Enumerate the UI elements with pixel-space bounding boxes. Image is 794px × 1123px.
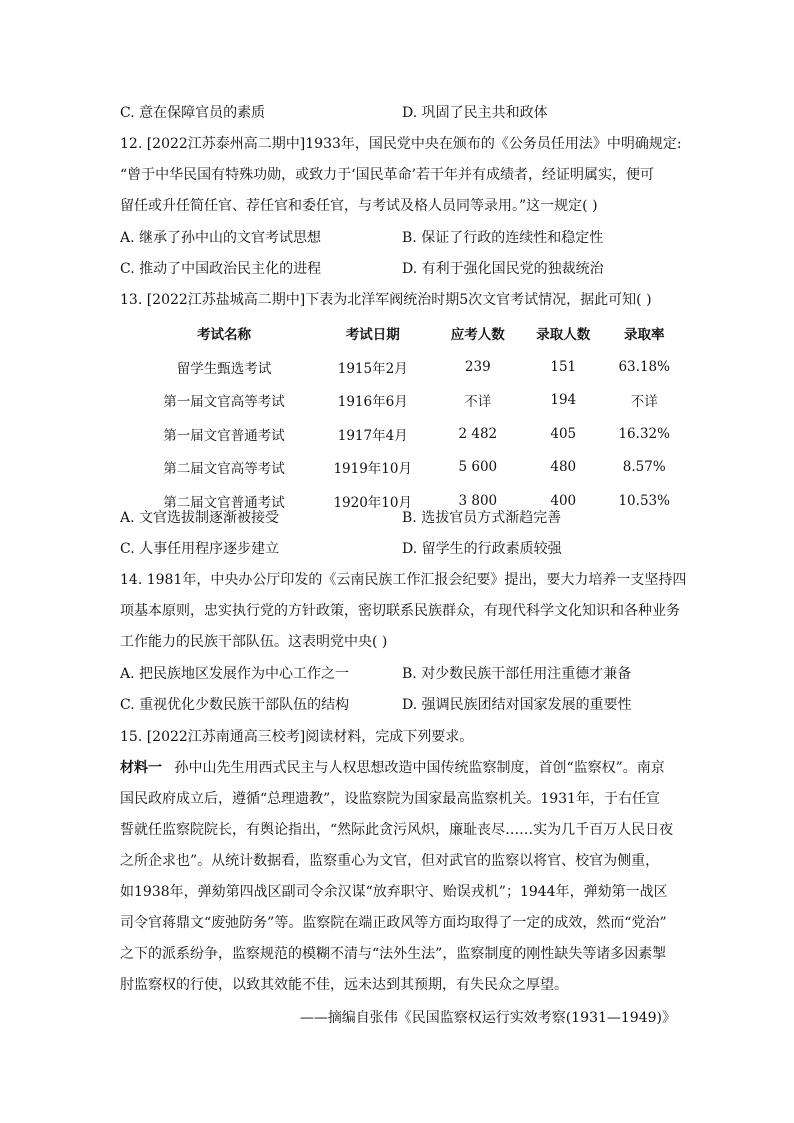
table-cell: 留学生甄选考试 xyxy=(176,360,272,377)
q13-options-row-2 xyxy=(120,538,680,560)
table-header-cell: 录取率 xyxy=(623,327,665,343)
q15-material-line-5: 如1938年，弹劾第四战区副司令余汉谋“放弃职守、贻误戎机”；1944年，弹劾第一战区 xyxy=(120,884,668,900)
table-cell: 第二届文官普通考试 xyxy=(163,494,285,511)
table-cell: 第二届文官高等考试 xyxy=(163,461,285,478)
table-cell: 第一届文官普通考试 xyxy=(163,427,285,444)
material-text: 孙中山先生用西式民主与人权思想改造中国传统监察制度，首创“监察权”。南京 xyxy=(174,760,665,776)
q15-material-line-6: 司令官蒋鼎文“废弛防务”等。监察院在端正政风等方面均取得了一定的成效，然而“党治” xyxy=(120,915,667,931)
table-cell: 3 800 xyxy=(458,492,498,509)
q15-material-line-8: 肘监察权的行使，以致其效能不佳，远未达到其预期，有失民众之厚望。 xyxy=(120,977,568,993)
q14-option-b[interactable]: B. 对少数民族干部任用注重德才兼备 xyxy=(402,666,632,682)
table-row xyxy=(140,417,680,451)
exam-statistics-table xyxy=(140,316,680,518)
q15-material-line-2: 国民政府成立后，遵循“总理遗教”，设监察院为国家最高监察机关。1931年，于右任宣 xyxy=(120,791,660,807)
q14-stem-line-3: 工作能力的民族干部队伍。这表明党中央( ) xyxy=(120,634,388,650)
material-label: 材料一 xyxy=(120,760,162,776)
q11-option-c[interactable]: C. 意在保障官员的素质 xyxy=(120,105,266,121)
q14-option-a[interactable]: A. 把民族地区发展作为中心工作之一 xyxy=(120,666,350,682)
table-cell: 1920年10月 xyxy=(333,494,412,511)
table-cell: 405 xyxy=(550,425,577,442)
q12-option-a[interactable]: A. 继承了孙中山的文官考试思想 xyxy=(120,230,322,246)
table-cell: 10.53% xyxy=(618,492,670,509)
q12-option-d[interactable]: D. 有利于强化国民党的独裁统治 xyxy=(402,261,604,277)
q14-options-row-2 xyxy=(120,694,680,716)
table-header-cell: 考试名称 xyxy=(196,327,251,343)
q13-options-row-1 xyxy=(120,507,680,529)
table-header-row xyxy=(140,316,680,350)
q13-option-b[interactable]: B. 选拔官员方式渐趋完善 xyxy=(402,510,562,526)
table-row xyxy=(140,451,680,485)
q14-stem-line-1: 14. 1981年，中央办公厅印发的《云南民族工作汇报会纪要》提出，要大力培养一支坚持四 xyxy=(120,572,687,588)
q11-option-d[interactable]: D. 巩固了民主共和政体 xyxy=(402,105,548,121)
table-cell: 1915年2月 xyxy=(337,360,408,377)
q14-options-row-1 xyxy=(120,663,680,685)
q12-options-row-1 xyxy=(120,227,680,249)
q12-stem-line-2: “曾于中华民国有特殊功勋，或致力于‘国民革命’若干年并有成绩者，经证明属实，便可 xyxy=(120,167,655,183)
q12-options-row-2 xyxy=(120,258,680,280)
table-cell: 5 600 xyxy=(458,459,498,476)
table-header-cell: 应考人数 xyxy=(450,327,505,343)
table-cell: 1917年4月 xyxy=(337,427,408,444)
table-cell: 194 xyxy=(550,392,577,409)
q15-material-line-7: 之下的派系纷争，监察规范的模糊不清与“法外生法”，监察制度的刚性缺失等诸多因素掣 xyxy=(120,946,667,962)
q14-option-c[interactable]: C. 重视优化少数民族干部队伍的结构 xyxy=(120,697,350,713)
q13-option-d[interactable]: D. 留学生的行政素质较强 xyxy=(402,541,562,557)
table-header-cell: 考试日期 xyxy=(345,327,400,343)
q15-material-line-1 xyxy=(120,758,665,778)
table-cell: 8.57% xyxy=(622,459,666,476)
q14-option-d[interactable]: D. 强调民族团结对国家发展的重要性 xyxy=(402,697,632,713)
q13-stem: 13. [2022江苏盐城高二期中]下表为北洋军阀统治时期5次文官考试情况，据此可知( ) xyxy=(120,292,652,308)
table-cell: 1919年10月 xyxy=(333,461,412,478)
q15-material-line-3: 誓就任监察院院长，有舆论指出，“然际此贪污风炽，廉耻丧尽……实为几千百万人民日夜 xyxy=(120,822,674,838)
q14-stem-line-2: 项基本原则，忠实执行党的方针政策，密切联系民族群众，有现代科学文化知识和各种业务 xyxy=(120,603,680,619)
table-header-cell: 录取人数 xyxy=(536,327,591,343)
material-source-citation: ——摘编自张伟《民国监察权运行实效考察(1931—1949)》 xyxy=(299,1010,676,1026)
q12-stem-line-1: 12. [2022江苏泰州高二期中]1933年，国民党中央在颁布的《公务员任用法》中明确规定: xyxy=(120,136,682,152)
q11-options-row xyxy=(120,102,680,124)
table-cell: 第一届文官高等考试 xyxy=(163,394,285,411)
table-cell: 63.18% xyxy=(618,358,670,375)
q12-option-b[interactable]: B. 保证了行政的连续性和稳定性 xyxy=(402,230,604,246)
table-cell: 151 xyxy=(550,358,577,375)
q15-material-line-4: 之所企求也”。从统计数据看，监察重心为文官，但对武官的监察以将官、校官为侧重， xyxy=(120,853,660,869)
table-row xyxy=(140,350,680,384)
q13-option-a[interactable]: A. 文官选拔制逐渐被接受 xyxy=(120,510,280,526)
q15-stem: 15. [2022江苏南通高三校考]阅读材料，完成下列要求。 xyxy=(120,729,474,745)
table-cell: 不详 xyxy=(630,394,658,411)
table-row xyxy=(140,384,680,418)
table-cell: 480 xyxy=(550,459,577,476)
table-cell: 400 xyxy=(550,492,577,509)
table-cell: 16.32% xyxy=(618,425,670,442)
q12-stem-line-3: 留任或升任简任官、荐任官和委任官，与考试及格人员同等录用。”这一规定( ) xyxy=(120,198,598,214)
table-cell: 239 xyxy=(464,358,491,375)
q12-option-c[interactable]: C. 推动了中国政治民主化的进程 xyxy=(120,261,322,277)
table-cell: 2 482 xyxy=(458,425,498,442)
q13-option-c[interactable]: C. 人事任用程序逐步建立 xyxy=(120,541,280,557)
table-cell: 不详 xyxy=(464,394,492,411)
table-cell: 1916年6月 xyxy=(337,394,408,411)
